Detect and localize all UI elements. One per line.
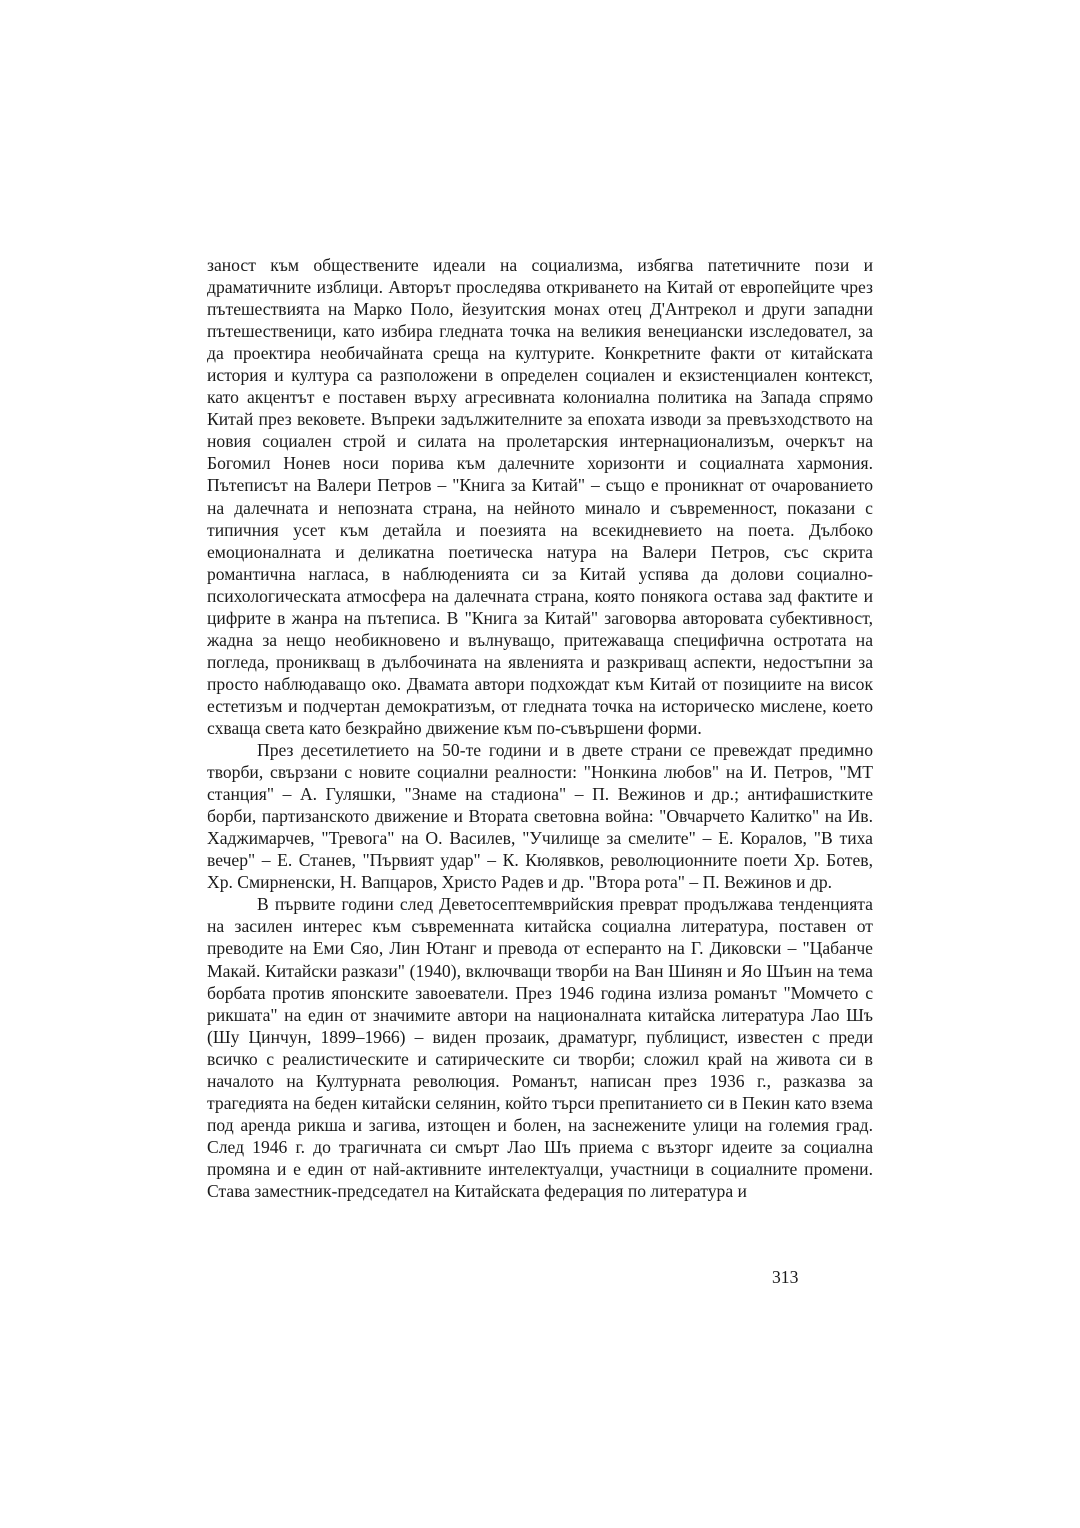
paragraph-lao-she: В първите години след Деветосептемврийския преврат продължава тенденцията на засилен интерес към съвременната китайска социална литература, поставен от преводите на Еми Сяо, Лин Ютанг и превода от есперанто на Г. Диковски – "Цабанче Макай. Китайски разкази" (1940), включващи творби на Ван Шинян и Яо Шъин на тема борбата против японските завоеватели. През 1946 година излиза романът "Момчето с рикшата" на един от значимите автори на националната китайска литература Лао Шъ (Шу Цинчун, 1899–1966) – виден прозаик, драматург, публицист, известен с преди всичко с реалистическите и сатирическите си творби; сложил край на живота си в началото на Културната революция. Романът, написан през 1936 г., разказва за трагедията на беден китайски селянин, който търси препитанието си в Пекин като взема под аренда рикша и загива, изтощен и болен, на заснежените улици на големия град. След 1946 г. до трагичната си смърт Лао Шъ приема с възторг идеите за социална промяна и е един от най-активните интелектуалци, участници в социалните промени. Става заместник-председател на Китайската федерация по литература и <box>207 894 873 1201</box>
paragraph-fifties-translations: През десетилетието на 50-те години и в двете страни се превеждат предимно творби, свързани с новите социални реалности: "Нонкина любов" на И. Петров, "МТ станция" – А. Гуляшки, "Знаме на стадиона" – П. Вежинов и др.; антифашистките борби, партизанското движение и Втората световна война: "Овчарчето Калитко" на Ив. Хаджимарчев, "Тревога" на О. Василев, "Училище за смелите" – Е. Коралов, "В тиха вечер" – Е. Станев, "Първият удар" – К. Кюлявков, революционните поети Хр. Ботев, Хр. Смирненски, Н. Вапцаров, Христо Радев и др. "Втора рота" – П. Вежинов и др. <box>207 740 873 893</box>
page-number: 313 <box>772 1267 799 1287</box>
body-text <box>207 254 873 1202</box>
paragraph-marco-polo-essay: заност към обществените идеали на социализма, избягва патетичните пози и драматичните изблици. Авторът проследява откриването на Китай от европейците чрез пътешествията на Марко Поло, йезуитския монах отец Д'Антрекол и други западни пътешественици, като избира гледната точка на великия венециански изследовател, за да проектира необичайната среща на културите. Конкретните факти от китайската история и култура са разположени в определен социален и екзистенциален контекст, като акцентът е поставен върху агресивната колониална политика на Запада спрямо Китай през вековете. Въпреки задължителните за епохата изводи за превъзходството на новия социален строй и силата на пролетарския интернационализъм, очеркът на Богомил Нонев носи порива към далечните хоризонти и социалната хармония. Пътеписът на Валери Петров – "Книга за Китай" – също е проникнат от очарованието на далечната и непозната страна, на нейното минало и съвременност, показани с типичния усет към детайла и поезията на всекидневието на поета. Дълбоко емоционалната и деликатна поетическа натура на Валери Петров, със скрита романтична нагласа, в наблюденията си за Китай успява да долови социално-психологическата атмосфера на далечната страна, която понякога остава зад фактите и цифрите в жанра на пътеписа. В "Книга за Китай" заговорва авторовата субективност, жадна за нещо необикновено и вълнуващо, притежаваща специфична остротата на погледа, проникващ в дълбочината на явленията и разкриващ аспекти, недостъпни за просто наблюдаващо око. Двамата автори подхождат към Китай от позициите на висок естетизъм и подчертан демократизъм, от гледната точка на историческо мислене, което схваща света като безкрайно движение към по-съвършени форми. <box>207 255 873 738</box>
